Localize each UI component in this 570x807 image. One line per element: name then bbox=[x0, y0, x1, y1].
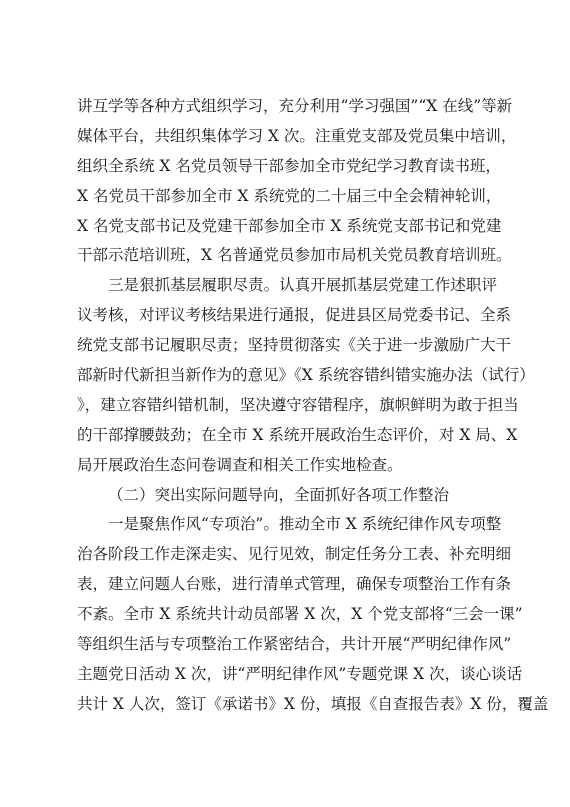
text-line: 讲互学等各种方式组织学习，充分利用“学习强国”“X 在线”等新 bbox=[77, 97, 513, 115]
document-body bbox=[77, 92, 549, 720]
text-line: 的干部撑腰鼓劲；在全市 X 系统开展政治生态评价，对 X 局、X bbox=[77, 425, 518, 444]
text-line: X 名党支部书记及党建干部参加全市 X 系统党支部书记和党建 bbox=[77, 216, 502, 235]
text-line: 部新时代新担当新作为的意见》《X 系统容错纠错实施办法（试行） bbox=[77, 366, 535, 385]
text-line: 表，建立问题人台账，进行清单式管理，确保专项整治工作有条 bbox=[77, 575, 512, 594]
text-line: 共计 X 人次，签订《承诺书》X 份，填报《自查报告表》X 份，覆盖 bbox=[77, 694, 549, 713]
section-heading: （二）突出实际问题导向，全面抓好各项工作整治 bbox=[108, 485, 450, 504]
text-line: 》，建立容错纠错机制，坚决遵守容错程序，旗帜鲜明为敢于担当 bbox=[77, 395, 519, 414]
text-line: 不紊。全市 X 系统共计动员部署 X 次，X 个党支部将“三会一课” bbox=[77, 605, 523, 624]
paragraph-start-line: 三是狠抓基层履职尽责。认真开展抓基层党建工作述职评 bbox=[108, 276, 497, 295]
text-line: 治各阶段工作走深走实、见行见效，制定任务分工表、补充明细 bbox=[77, 545, 512, 564]
text-line: 主题党日活动 X 次，讲“严明纪律作风”专题党课 X 次，谈心谈话 bbox=[77, 664, 523, 683]
text-line: 等组织生活与专项整治工作紧密结合，共计开展“严明纪律作风” bbox=[77, 635, 512, 654]
text-line: 统党支部书记履职尽责；坚持贯彻落实《关于进一步激励广大干 bbox=[77, 336, 512, 355]
text-line: X 名党员干部参加全市 X 系统党的二十届三中全会精神轮训， bbox=[77, 186, 502, 205]
text-line: 干部示范培训班，X 名普通党员参加市局机关党员教育培训班。 bbox=[77, 246, 512, 265]
text-line: 媒体平台，共组织集体学习 X 次。注重党支部及党员集中培训， bbox=[77, 126, 517, 145]
text-line: 组织全系统 X 名党员领导干部参加全市党纪学习教育读书班， bbox=[77, 156, 501, 175]
text-line: 议考核，对评议考核结果进行通报，促进县区局党委书记、全系 bbox=[77, 306, 512, 325]
paragraph-start-line: 一是聚焦作风“专项治”。推动全市 X 系统纪律作风专项整 bbox=[108, 515, 502, 534]
text-line: 局开展政治生态问卷调查和相关工作实地检查。 bbox=[77, 455, 403, 474]
